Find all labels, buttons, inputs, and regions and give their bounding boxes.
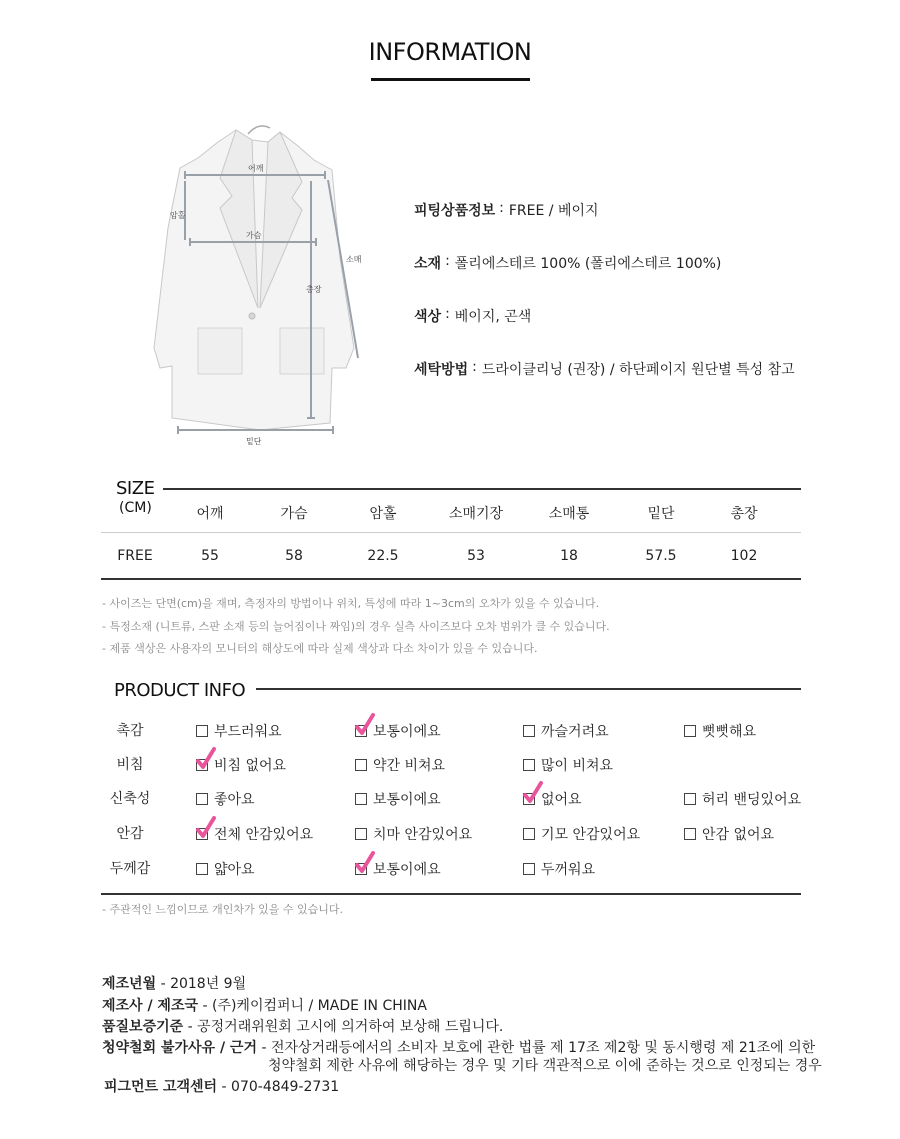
size-cell: 22.5 xyxy=(367,548,399,564)
size-column-header: 소매통 xyxy=(548,506,590,522)
product-info-option[interactable] xyxy=(196,789,255,809)
checkbox[interactable] xyxy=(523,828,535,840)
label-armhole: 암홀 xyxy=(170,211,186,220)
option-label: 뻣뻣해요 xyxy=(702,724,757,740)
size-column-header: 밑단 xyxy=(647,506,675,522)
product-info-option[interactable] xyxy=(355,755,445,775)
size-cell: 57.5 xyxy=(645,548,677,564)
spec-list xyxy=(414,200,795,412)
spec-key: 세탁방법 xyxy=(414,362,469,378)
spec-key: 색상 xyxy=(414,309,442,325)
option-label: 보통이에요 xyxy=(373,724,441,740)
checkbox[interactable] xyxy=(196,759,208,771)
product-info-heading: PRODUCT INFO xyxy=(114,680,246,701)
product-info-option[interactable] xyxy=(196,824,313,844)
spec-row-fitting xyxy=(414,200,795,253)
option-label: 보통이에요 xyxy=(373,862,441,878)
label-length: 총장 xyxy=(306,285,322,294)
spec-value: FREE / 베이지 xyxy=(508,203,599,219)
legal-value: 공정거래위원회 고시에 의거하여 보상해 드립니다. xyxy=(197,1019,504,1035)
size-bottom-rule xyxy=(101,578,801,580)
checkbox[interactable] xyxy=(523,793,535,805)
checkbox[interactable] xyxy=(196,725,208,737)
option-label: 허리 밴딩있어요 xyxy=(702,792,802,808)
size-cell: 102 xyxy=(730,548,758,564)
spec-separator: : xyxy=(445,306,450,322)
product-info-option[interactable] xyxy=(196,755,286,775)
product-info-option[interactable] xyxy=(355,789,441,809)
checkbox[interactable] xyxy=(684,725,696,737)
size-cell: 18 xyxy=(560,548,578,564)
product-info-row-label: 비침 xyxy=(116,757,144,773)
legal-maker xyxy=(102,995,427,1015)
spec-row-color xyxy=(414,306,795,359)
product-info-option[interactable] xyxy=(684,824,774,844)
legal-value: 청약철회 제한 사유에 해당하는 경우 및 기타 객관적으로 이에 준하는 것으로 인정되는 경우 xyxy=(268,1058,822,1074)
checkbox[interactable] xyxy=(355,863,367,875)
legal-key: 제조사 / 제조국 xyxy=(102,998,199,1014)
product-info-option[interactable] xyxy=(684,721,756,741)
option-label: 부드러워요 xyxy=(214,724,282,740)
legal-key: 품질보증기준 xyxy=(102,1019,184,1035)
option-label: 얇아요 xyxy=(214,862,255,878)
option-label: 좋아요 xyxy=(214,792,255,808)
size-column-header: 소매기장 xyxy=(448,506,504,522)
legal-dash: - xyxy=(261,1040,267,1056)
option-label: 없어요 xyxy=(541,792,582,808)
checkbox[interactable] xyxy=(196,828,208,840)
spec-separator: : xyxy=(472,359,477,375)
spec-row-washing xyxy=(414,359,795,412)
legal-withdraw xyxy=(102,1037,815,1057)
checkbox[interactable] xyxy=(196,863,208,875)
product-info-option[interactable] xyxy=(523,755,613,775)
checkbox[interactable] xyxy=(355,828,367,840)
checkbox[interactable] xyxy=(355,725,367,737)
option-label: 까슬거려요 xyxy=(541,724,609,740)
checkbox[interactable] xyxy=(523,725,535,737)
option-label: 비침 없어요 xyxy=(214,758,287,774)
size-column-header: 어깨 xyxy=(196,506,224,522)
product-info-option[interactable] xyxy=(523,824,640,844)
page-title: INFORMATION xyxy=(368,38,532,66)
legal-quality xyxy=(102,1016,503,1036)
legal-service xyxy=(104,1076,339,1096)
size-cell: 58 xyxy=(285,548,303,564)
legal-dash: - xyxy=(160,976,166,992)
title-underline xyxy=(371,78,530,81)
option-label: 두꺼워요 xyxy=(541,862,596,878)
legal-key: 제조년월 xyxy=(102,976,157,992)
option-label: 많이 비쳐요 xyxy=(541,758,614,774)
size-cell: 55 xyxy=(201,548,219,564)
note-line: - 사이즈는 단면(cm)을 재며, 측정자의 방법이나 위치, 특성에 따라 1~3cm의 오차가 있을 수 있습니다. xyxy=(102,597,600,610)
option-label: 치마 안감있어요 xyxy=(373,827,473,843)
size-heading: SIZE xyxy=(116,478,155,499)
size-unit: (CM) xyxy=(119,500,152,516)
size-notes xyxy=(102,593,610,661)
legal-dash: - xyxy=(202,998,208,1014)
option-label: 약간 비쳐요 xyxy=(373,758,446,774)
checkbox[interactable] xyxy=(684,793,696,805)
option-label: 보통이에요 xyxy=(373,792,441,808)
checkbox[interactable] xyxy=(523,863,535,875)
size-top-rule xyxy=(163,488,801,490)
option-label: 전체 안감있어요 xyxy=(214,827,314,843)
product-info-row-label: 안감 xyxy=(116,826,144,842)
product-info-bottom-rule xyxy=(101,893,801,895)
legal-dash: - xyxy=(221,1079,227,1095)
note-line: - 특정소재 (니트류, 스판 소재 등의 늘어짐이나 짜임)의 경우 실측 사이즈보다 오차 범위가 클 수 있습니다. xyxy=(102,619,610,633)
checkmark-icon xyxy=(195,816,217,840)
product-info-option[interactable] xyxy=(355,824,472,844)
product-info-option[interactable] xyxy=(355,859,441,879)
legal-key: 피그먼트 고객센터 xyxy=(104,1079,218,1095)
checkbox[interactable] xyxy=(523,759,535,771)
spec-value: 드라이클리닝 (권장) / 하단페이지 원단별 특성 참고 xyxy=(481,362,795,378)
checkmark-icon xyxy=(522,781,544,805)
size-row-name: FREE xyxy=(117,548,153,564)
legal-value: (주)케이컴퍼니 / MADE IN CHINA xyxy=(211,998,427,1014)
legal-value: 070-4849-2731 xyxy=(231,1079,340,1095)
label-shoulder: 어깨 xyxy=(248,164,264,173)
legal-dash: - xyxy=(187,1019,193,1035)
spec-separator: : xyxy=(499,200,504,216)
checkbox[interactable] xyxy=(684,828,696,840)
option-label: 기모 안감있어요 xyxy=(541,827,641,843)
spec-value: 베이지, 곤색 xyxy=(454,309,532,325)
product-info-option[interactable] xyxy=(684,789,801,809)
size-cell: 53 xyxy=(467,548,485,564)
option-label: 안감 없어요 xyxy=(702,827,775,843)
product-info-option[interactable] xyxy=(523,721,609,741)
garment-illustration xyxy=(140,118,380,453)
spec-key: 소재 xyxy=(414,256,442,272)
spec-row-material xyxy=(414,253,795,306)
label-sleeve: 소매 xyxy=(346,255,362,264)
checkbox[interactable] xyxy=(196,793,208,805)
label-hem: 밑단 xyxy=(246,437,262,446)
product-info-row-label: 신축성 xyxy=(109,791,151,807)
legal-value: 전자상거래등에서의 소비자 보호에 관한 법률 제 17조 제2항 및 동시행령 제 21조에 의한 xyxy=(270,1040,816,1056)
checkmark-icon xyxy=(354,851,376,875)
product-info-option[interactable] xyxy=(523,789,582,809)
size-mid-rule xyxy=(101,532,801,533)
product-info-option[interactable] xyxy=(523,859,595,879)
spec-separator: : xyxy=(445,253,450,269)
product-info-option[interactable] xyxy=(196,859,255,879)
checkmark-icon xyxy=(354,713,376,737)
spec-value: 폴리에스테르 100% (폴리에스테르 100%) xyxy=(454,256,722,272)
product-info-rule xyxy=(256,688,801,690)
legal-value: 2018년 9월 xyxy=(170,976,247,992)
product-info-row-label: 두께감 xyxy=(109,861,151,877)
checkbox[interactable] xyxy=(355,759,367,771)
checkmark-icon xyxy=(195,747,217,771)
product-info-row-label: 촉감 xyxy=(116,723,144,739)
legal-withdraw-continued xyxy=(268,1055,822,1075)
product-info-option[interactable] xyxy=(355,721,441,741)
checkbox[interactable] xyxy=(355,793,367,805)
legal-key: 청약철회 불가사유 / 근거 xyxy=(102,1040,257,1056)
label-chest: 가슴 xyxy=(246,231,262,240)
product-info-option[interactable] xyxy=(196,721,282,741)
size-column-header: 총장 xyxy=(730,506,758,522)
size-column-header: 암홀 xyxy=(369,506,397,522)
legal-made-date xyxy=(102,973,246,993)
spec-key: 피팅상품정보 xyxy=(414,203,496,219)
size-column-header: 가슴 xyxy=(280,506,308,522)
product-info-note: - 주관적인 느낌이므로 개인차가 있을 수 있습니다. xyxy=(102,903,343,916)
note-line: - 제품 색상은 사용자의 모니터의 해상도에 따라 실제 색상과 다소 차이가 있을 수 있습니다. xyxy=(102,642,538,655)
